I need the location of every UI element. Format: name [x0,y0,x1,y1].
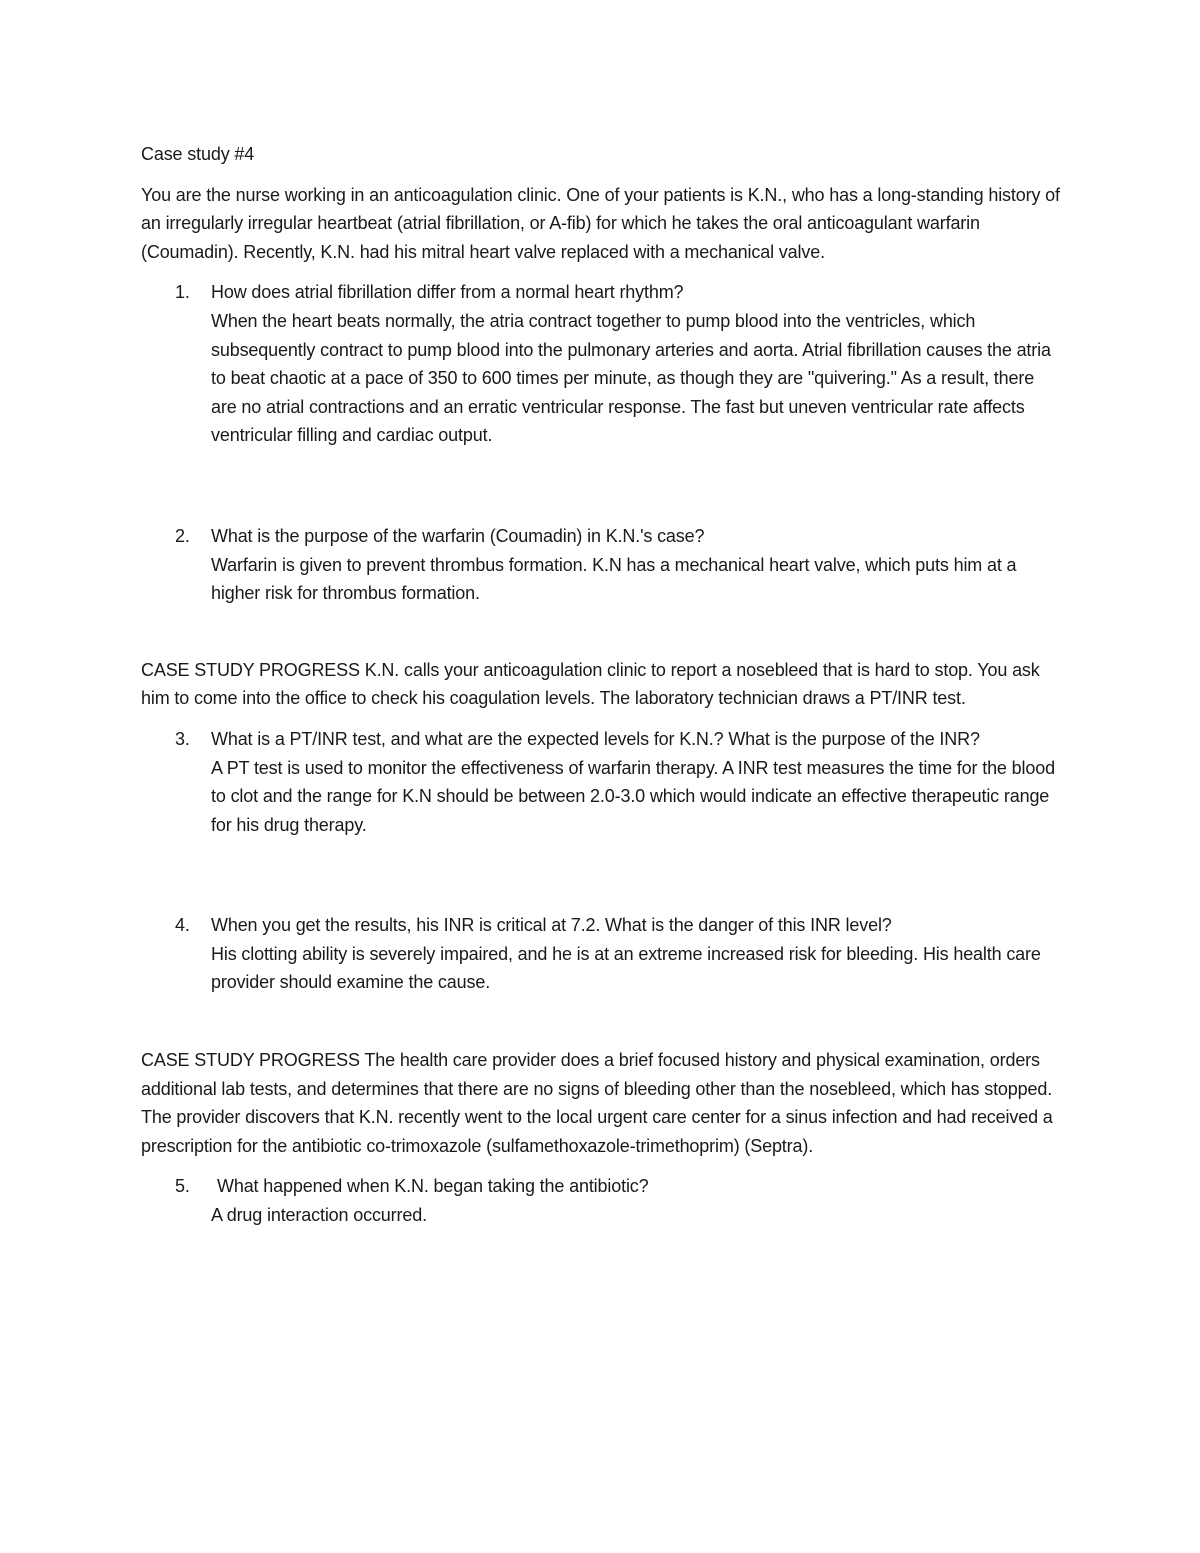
question-number: 4. [175,915,190,936]
question-number: 1. [175,282,190,303]
answer-text: A drug interaction occurred. [211,1205,427,1226]
document-page [141,140,1061,1230]
question-number: 5. [175,1176,190,1197]
case-study-progress-1: CASE STUDY PROGRESS K.N. calls your anticoagulation clinic to report a nosebleed that is hard to stop. You ask him to come into the office to check his coagulation levels. The laboratory technician draws a PT/INR test. [141,659,1040,709]
answer-text: When the heart beats normally, the atria contract together to pump blood into the ventricles, which subsequently contract to pump blood into the pulmonary arteries and aorta. Atrial fibrillation causes the atria to beat chaotic at a pace of 350 to 600 times per minute, as though they are "quivering." As a result, there are no atrial contractions and an erratic ventricular response. The fast but uneven ventricular rate affects ventricular filling and cardiac output. [211,310,1051,446]
question-list-1 [141,278,1061,607]
question-item-4 [141,911,1061,997]
question-text: What is a PT/INR test, and what are the expected levels for K.N.? What is the purpose of the INR? [211,728,980,749]
question-item-2 [141,522,1061,608]
answer-text: A PT test is used to monitor the effectiveness of warfarin therapy. A INR test measures the time for the blood to clot and the range for K.N should be between 2.0-3.0 which would indicate an effective therapeutic range for his drug therapy. [211,757,1055,835]
question-text: How does atrial fibrillation differ from a normal heart rhythm? [211,282,684,303]
question-text: What is the purpose of the warfarin (Coumadin) in K.N.'s case? [211,525,705,546]
answer-text: His clotting ability is severely impaired, and he is at an extreme increased risk for bleeding. His health care provider should examine the cause. [211,943,1041,993]
question-item-1 [141,278,1061,450]
question-list-2 [141,725,1061,997]
case-study-progress-2: CASE STUDY PROGRESS The health care provider does a brief focused history and physical examination, orders additional lab tests, and determines that there are no signs of bleeding other than the nosebleed, which has stopped. The provider discovers that K.N. recently went to the local urgent care center for a sinus infection and had received a prescription for the antibiotic co-trimoxazole (sulfamethoxazole-trimethoprim) (Septra). [141,1050,1053,1156]
question-number: 2. [175,525,190,546]
intro-paragraph: You are the nurse working in an anticoagulation clinic. One of your patients is K.N., who has a long-standing history of an irregularly irregular heartbeat (atrial fibrillation, or A-fib) for which he takes the oral anticoagulant warfarin (Coumadin). Recently, K.N. had his mitral heart valve replaced with a mechanical valve. [141,184,1060,262]
question-item-5 [141,1172,1061,1229]
question-item-3 [141,725,1061,839]
question-number: 3. [175,728,190,749]
question-text: When you get the results, his INR is critical at 7.2. What is the danger of this INR level? [211,915,892,936]
answer-text: Warfarin is given to prevent thrombus formation. K.N has a mechanical heart valve, which puts him at a higher risk for thrombus formation. [211,554,1017,604]
document-title: Case study #4 [141,144,255,164]
question-text: What happened when K.N. began taking the antibiotic? [217,1176,649,1197]
question-list-3 [141,1172,1061,1229]
